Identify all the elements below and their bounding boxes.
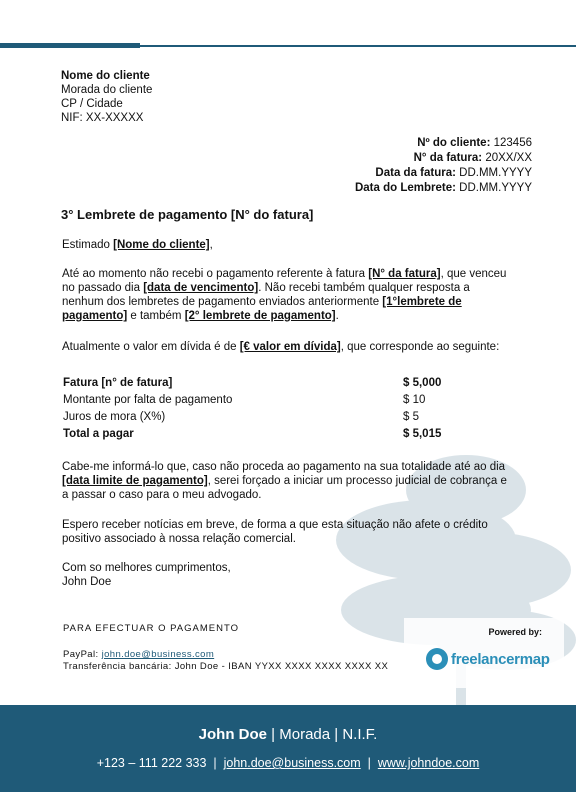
powered-by-box xyxy=(404,618,564,688)
client-address xyxy=(61,69,152,125)
footer-website-link[interactable]: www.johndoe.com xyxy=(377,756,480,770)
bank-transfer-line: Transferência bancária: John Doe - IBAN YYXX XXXX XXXX XXXX XX xyxy=(63,661,389,672)
footer-contacts: +123 – 111 222 333 | john.doe@business.com | www.johndoe.com xyxy=(96,756,480,770)
amount-row: Fatura [n° de fatura] $ 5,000 xyxy=(63,377,442,389)
payment-info xyxy=(63,623,403,673)
amounts-table xyxy=(63,375,463,443)
paragraph-legal-warning: Cabe-me informá-lo que, caso não proceda ao pagamento na sua totalidade até ao dia [data limite de pagamento], serei forçado a iniciar um processo judicial de cobrança e a passar o caso para o meu advogado. xyxy=(62,461,507,501)
signature: John Doe xyxy=(62,576,112,588)
greeting: Estimado [Nome do cliente], xyxy=(62,239,213,251)
header-accent-bar xyxy=(0,43,140,48)
payment-heading: PARA EFECTUAR O PAGAMENTO xyxy=(63,623,239,634)
paragraph-overdue: Até ao momento não recebi o pagamento referente à fatura [N° da fatura], que venceu no passado dia [data de vencimento]. Não recebi também qualquer resposta a nenhum dos lembretes de pagamento enviados anteriormente [1°lembrete de pagamento] e também [2° lembrete de pagamento]. xyxy=(62,268,507,322)
footer-phone: +123 – 111 222 333 xyxy=(96,756,207,770)
footer-bar xyxy=(0,705,576,792)
amount-row: Montante por falta de pagamento $ 10 xyxy=(63,394,426,406)
logo-ring-icon xyxy=(426,648,448,670)
amount-total-row: Total a pagar $ 5,015 xyxy=(63,428,442,440)
meta-row: Data do Lembrete: DD.MM.YYYY xyxy=(354,182,532,194)
client-street: Morada do cliente xyxy=(61,84,153,96)
meta-row: Nº do cliente: 123456 xyxy=(417,137,532,149)
paypal-line: PayPal: john.doe@business.com xyxy=(63,649,215,660)
invoice-meta xyxy=(355,136,532,196)
amount-row: Juros de mora (X%) $ 5 xyxy=(63,411,419,423)
client-city: CP / Cidade xyxy=(61,98,123,110)
client-name: Nome do cliente xyxy=(61,70,150,82)
footer-email-link[interactable]: john.doe@business.com xyxy=(223,756,361,770)
closing-line: Com so melhores cumprimentos, xyxy=(62,562,231,574)
paragraph-hope: Espero receber notícias em breve, de forma a que esta situação não afete o crédito positivo associado à nossa relação comercial. xyxy=(62,519,488,545)
paragraph-amount-due: Atualmente o valor em dívida é de [€ valor em dívida], que corresponde ao seguinte: xyxy=(62,341,500,353)
logo-text: freelancermap xyxy=(451,650,550,668)
meta-row: N° da fatura: 20XX/XX xyxy=(413,152,532,164)
client-nif: NIF: XX-XXXXX xyxy=(61,112,144,124)
paypal-email-link[interactable]: john.doe@business.com xyxy=(101,649,215,660)
header-rule xyxy=(140,45,576,47)
freelancermap-logo[interactable] xyxy=(426,648,550,670)
closing xyxy=(62,561,510,589)
footer-identity: John Doe | Morada | N.I.F. xyxy=(198,726,378,743)
letter-subject: 3° Lembrete de pagamento [N° do fatura] xyxy=(61,207,314,222)
meta-row: Data da fatura: DD.MM.YYYY xyxy=(375,167,532,179)
powered-by-label: Powered by: xyxy=(488,627,542,637)
